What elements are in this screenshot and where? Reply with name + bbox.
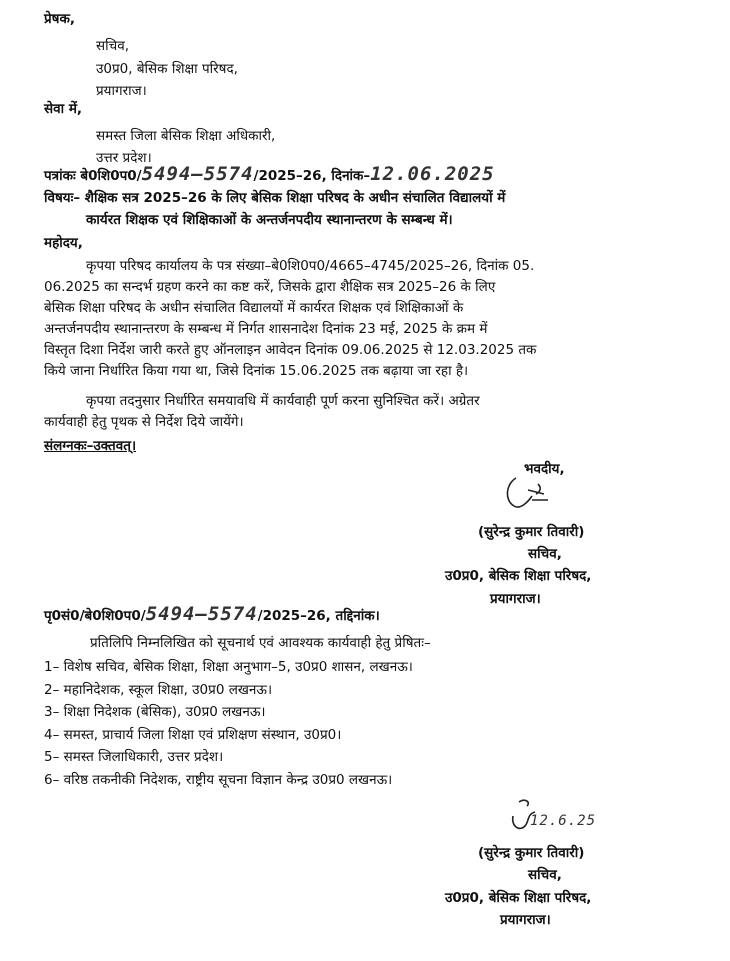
recipient-label: सेवा में,: [44, 101, 83, 117]
handwritten-sign-date: 12.6.25: [530, 813, 597, 829]
endorsement-prefix: पृ0सं0/बे0शि0प0/: [44, 608, 146, 624]
recipient-line: समस्त जिला बेसिक शिक्षा अधिकारी,: [96, 128, 276, 144]
body-paragraph-2: [44, 391, 686, 433]
signatory-designation: सचिव,: [528, 867, 562, 883]
closing: भवदीय,: [524, 461, 565, 477]
handwritten-letter-date: 12.06.2025: [370, 163, 495, 185]
list-item: 1– विशेष सचिव, बेसिक शिक्षा, शिक्षा अनुभाग–5, उ0प्र0 शासन, लखनऊ।: [44, 659, 413, 675]
body-line: कृपया परिषद कार्यालय के पत्र संख्या–बे0शि0प0/4665–4745/2025–26, दिनांक 05.: [86, 258, 535, 274]
list-item: 4– समस्त, प्राचार्य जिला शिक्षा एवं प्रशिक्षण संस्थान, उ0प्र0।: [44, 726, 342, 743]
handwritten-endorsement-number: 5494–5574: [145, 603, 258, 625]
sender-line: प्रयागराज।: [96, 83, 147, 99]
reference-middle: /2025–26, दिनांक–: [253, 168, 371, 184]
salutation: महोदय,: [44, 235, 83, 251]
list-item: 6– वरिष्ठ तकनीकी निदेशक, राष्ट्रीय सूचना विज्ञान केन्द्र उ0प्र0 लखनऊ।: [44, 771, 393, 788]
sender-line: उ0प्र0, बेसिक शिक्षा परिषद,: [96, 61, 238, 77]
body-line: अन्तर्जनपदीय स्थानान्तरण के सम्बन्ध में निर्गत शासनादेश दिनांक 23 मई, 2025 के क्रम में: [44, 321, 488, 337]
signatory-office: उ0प्र0, बेसिक शिक्षा परिषद,: [445, 890, 592, 906]
list-item: 2– महानिदेशक, स्कूल शिक्षा, उ0प्र0 लखनऊ।: [44, 681, 273, 698]
sender-line: सचिव,: [96, 38, 129, 54]
list-item: 5– समस्त जिलाधिकारी, उत्तर प्रदेश।: [44, 749, 224, 765]
reference-line: [44, 165, 495, 185]
body-line: विस्तृत दिशा निर्देश जारी करते हुए ऑनलाइन आवेदन दिनांक 09.06.2025 से 12.03.2025 तक: [44, 342, 537, 358]
subject-line: विषयः– शैक्षिक सत्र 2025–26 के लिए बेसिक शिक्षा परिषद के अधीन संचालित विद्यालयों में: [44, 190, 506, 206]
signatory-name: (सुरेन्द्र कुमार तिवारी): [478, 524, 585, 540]
signatory-city: प्रयागराज।: [490, 591, 541, 607]
reference-prefix: पत्रांकः बे0शि0प0/: [44, 168, 142, 184]
body-line: कृपया तदनुसार निर्धारित समयावधि में कार्यवाही पूर्ण करना सुनिश्चित करें। अग्रेतर: [86, 393, 480, 409]
endorsement-suffix: /2025–26, तद्दिनांक।: [257, 608, 380, 624]
body-line: कार्यवाही हेतु पृथक से निर्देश दिये जायेंगे।: [44, 414, 244, 430]
list-item: 3– शिक्षा निदेशक (बेसिक), उ0प्र0 लखनऊ।: [44, 704, 266, 720]
enclosure: संलग्नकः–उक्तवत्।: [44, 438, 137, 454]
subject-line: कार्यरत शिक्षक एवं शिक्षिकाओं के अन्तर्जनपदीय स्थानान्तरण के सम्बन्ध में।: [86, 212, 453, 228]
signature-scribble: [498, 470, 568, 515]
endorsement-line: [44, 605, 380, 625]
handwritten-letter-number: 5494–5574: [141, 163, 254, 185]
copy-intro: प्रतिलिपि निम्नलिखित को सूचनार्थ एवं आवश्यक कार्यवाही हेतु प्रेषितः–: [90, 635, 431, 651]
copy-list: [44, 656, 413, 791]
signatory-city: प्रयागराज।: [500, 912, 551, 928]
signatory-designation: सचिव,: [528, 546, 562, 562]
signatory-name: (सुरेन्द्र कुमार तिवारी): [478, 845, 585, 861]
body-paragraph-1: [44, 256, 686, 382]
signatory-office: उ0प्र0, बेसिक शिक्षा परिषद,: [445, 568, 592, 584]
recipient-line: उत्तर प्रदेश।: [96, 150, 152, 166]
sender-label: प्रेषक,: [44, 11, 75, 27]
body-line: 06.2025 का सन्दर्भ ग्रहण करने का कष्ट करें, जिसके द्वारा शैक्षिक सत्र 2025–26 के लिए: [44, 279, 496, 295]
body-line: बेसिक शिक्षा परिषद के अधीन संचालित विद्यालयों में कार्यरत शिक्षक एवं शिक्षिकाओं के: [44, 300, 464, 316]
body-line: किये जाना निर्धारित किया गया था, जिसे दिनांक 15.06.2025 तक बढ़ाया जा रहा है।: [44, 363, 469, 379]
